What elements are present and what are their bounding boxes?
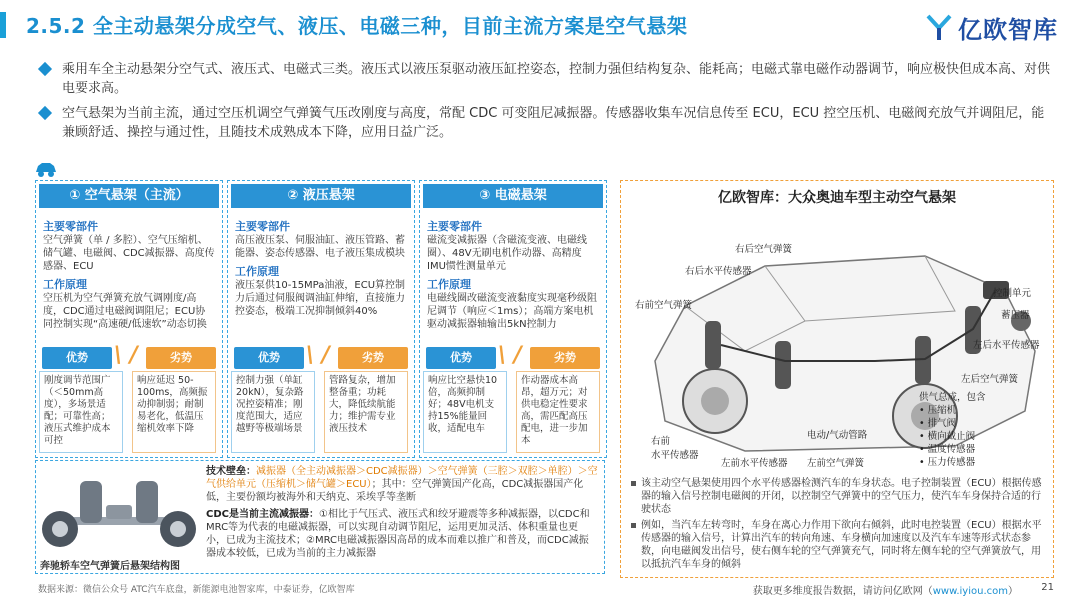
data-source: 数据来源：微信公众号 ATC汽车底盘，新能源电池智家库，中泰证券，亿欧智库	[38, 585, 355, 595]
card-title: ② 液压悬架	[231, 184, 411, 208]
electromagnetic-suspension-card	[419, 180, 607, 458]
label-rr-sensor: 右后水平传感器	[685, 266, 752, 277]
page-number: 21	[1041, 582, 1054, 593]
diamond-bullet-icon	[38, 106, 52, 120]
pros-cons	[36, 343, 221, 455]
bullet-item	[40, 60, 1050, 98]
cons-tag: 劣势	[530, 347, 600, 369]
tech-barrier-ranking: 减振器（全主动减振器＞CDC减振器）＞空气弹簧（三腔＞双腔＞单腔）＞空气供给单元（压缩机＞储气罐＞ECU）	[206, 466, 598, 490]
parts-heading: 主要零部件	[43, 220, 98, 233]
parts-text: 磁流变减振器（含磁流变液、电磁线圈）、48V无刷电机作动器、高精度IMU惯性测量单元	[427, 235, 587, 272]
note-item: 该主动空气悬架使用四个水平传感器检测汽车的车身状态。电子控制装置（ECU）根据传感器的输入信号控制电磁阀的开闭，以控制空气弹簧中的空气压力，使汽车车身保持合适的行驶状态	[629, 477, 1047, 516]
vs-mark-icon: \ /	[306, 343, 330, 368]
diamond-bullet-icon	[38, 62, 52, 76]
diagram-notes	[629, 477, 1047, 574]
supply-title: 供气总成，包含	[919, 392, 986, 403]
footer-more-info	[753, 582, 1018, 597]
note-item: 例如，当汽车左转弯时，车身在离心力作用下欲向右倾斜，此时电控装置（ECU）根据水平传感器的输入信号，计算出汽车的转向角速、车身横向加速度以及汽车车速等形式状态参数，向电磁阀发出信号，使右侧车轮的空气弹簧充气，同时将左侧车轮的空气弹簧放气，用以抵抗汽车车身的倾斜	[629, 519, 1047, 571]
logo-text: 亿欧智库	[958, 15, 1058, 44]
car-icon	[34, 160, 58, 178]
cons-text: 管路复杂，增加整备重；功耗大，降低续航能力；维护需专业液压技术	[324, 371, 408, 453]
pros-cons	[228, 343, 413, 455]
hydraulic-suspension-card	[227, 180, 415, 458]
tech-barrier-tail: ；其中：空气弹簧国产化高，CDC减振器国产化低，主要份额均被海外和天纳克、采埃孚等垄断	[206, 479, 584, 503]
supply-parts	[919, 391, 986, 469]
label-rr-spring: 右后空气弹簧	[735, 244, 793, 255]
label-control-unit: 控制单元	[993, 288, 1032, 299]
principle-heading: 工作原理	[235, 265, 279, 278]
parts-heading: 主要零部件	[427, 220, 482, 233]
pros-tag: 优势	[42, 347, 112, 369]
label-lr-sensor: 左后水平传感器	[973, 340, 1040, 351]
tech-barrier-text	[206, 465, 598, 560]
parts-heading: 主要零部件	[235, 220, 290, 233]
intro-bullets	[40, 60, 1050, 148]
card-title: ③ 电磁悬架	[423, 184, 603, 208]
footer-more-text: 获取更多维度报告数据，请访问亿欧网（	[752, 586, 933, 597]
supply-item-text: 压力传感器	[927, 457, 976, 468]
principle-text: 电磁线圈改磁流变液黏度实现毫秒级阻尼调节（响应＜1ms）；高端方案电机驱动减振器轴输出5kN控制力	[427, 293, 597, 330]
page-title: 2.5.2 全主动悬架分成空气、液压、电磁三种，目前主流方案是空气悬架	[26, 14, 688, 38]
bullet-text: 空气悬架为当前主流，通过空压机调空气弹簧气压改刚度与高度，常配 CDC 可变阻尼减振器。传感器收集车况信息传至 ECU，ECU 控空压机、电磁阀充放气并调阻尼，能兼顾舒适、操控与通过性，且随技术成熟成本下降，应用日益广泛。	[62, 106, 1045, 140]
label-lf-sensor: 左前水平传感器	[721, 458, 788, 469]
title-accent-bar	[0, 12, 6, 38]
supply-item: • 横向截止阀	[919, 431, 976, 442]
principle-text: 液压泵供10-15MPa油液，ECU算控制力后通过伺服阀调油缸伸缩，直接施力控姿态，极端工况抑制倾斜40%	[235, 280, 406, 317]
label-rf-sensor: 右前 水平传感器	[651, 436, 699, 461]
audi-air-suspension-box	[620, 180, 1054, 578]
parts-text: 空气弹簧（单 / 多腔）、空气压缩机、储气罐、电磁阀、CDC减振器、高度传感器、ECU	[43, 235, 215, 272]
supply-item-text: 横向截止阀	[927, 431, 976, 442]
supply-item: • 温度传感器	[919, 444, 976, 455]
supply-item: • 压力传感器	[919, 457, 976, 468]
cdc-label: CDC是当前主流减振器：	[206, 509, 319, 520]
cons-text: 响应延迟 50-100ms，高频振动抑制弱；耐制易老化，低温压缩机效率下降	[132, 371, 216, 453]
vs-mark-icon: \ /	[498, 343, 522, 368]
tech-barrier-box	[35, 460, 605, 574]
label-pipe: 电动/气动管路	[807, 430, 868, 441]
principle-heading: 工作原理	[43, 278, 87, 291]
air-suspension-card	[35, 180, 223, 458]
footer-more-end: ）	[1008, 586, 1018, 597]
supply-item: • 排气阀	[919, 418, 957, 429]
supply-item: • 压缩机	[919, 405, 957, 416]
supply-item-text: 温度传感器	[927, 444, 976, 455]
pros-text: 控制力强（单缸 20kN），复杂路况控姿精准；刚度范围大，适应越野等极端场景	[231, 371, 315, 453]
cons-text: 作动器成本高昂，超万元；对供电稳定性要求高，需匹配高压配电，进一步加本	[516, 371, 600, 453]
tech-barrier-label: 技术壁垒：	[206, 466, 256, 477]
supply-item-text: 排气阀	[927, 418, 957, 429]
diagram-title: 亿欧智库：大众奥迪车型主动空气悬架	[718, 190, 956, 206]
rear-suspension-illustration	[40, 467, 200, 553]
label-lf-spring: 左前空气弹簧	[807, 458, 865, 469]
cdc-text: ①相比于气压式、液压式和绞牙避震等多种减振器，以CDC和MRC等为代表的电磁减振器，可以实现自动调节阻尼，运用更加灵活、体积重量也更小，已成为主流技术；②MRC电磁减振器因高昂的成本而难以推广和普及，而CDC减振器成本较低，已成为当前的主力减振器	[206, 509, 590, 559]
card-title: ① 空气悬架（主流）	[39, 184, 219, 208]
supply-item-text: 压缩机	[927, 405, 957, 416]
logo-mark-icon	[924, 12, 954, 42]
pros-cons	[420, 343, 605, 455]
pros-text: 刚度调节范围广（＜50mm高度），多场景适配；可靠性高；液压式维护成本可控	[39, 371, 123, 453]
pros-text: 响应比空悬快10倍，高频抑制好；48V电机支持15%能量回收，适配电车	[423, 371, 507, 453]
parts-text: 高压液压泵、伺服油缸、液压管路、蓄能器、姿态传感器、电子液压集成模块	[235, 235, 405, 259]
label-tank: 蓄压器	[1001, 310, 1030, 321]
bullet-text: 乘用车全主动悬架分空气式、液压式、电磁式三类。液压式以液压泵驱动液压缸控姿态，控制力强但结构复杂、能耗高；电磁式靠电磁作动器调节，响应极快但成本高、对供电要求高。	[62, 62, 1051, 96]
bullet-item	[40, 104, 1050, 142]
principle-text: 空压机为空气弹簧充放气调刚度/高度，CDC通过电磁阀调阻尼；ECU协同控制实现“高速硬/低速软”动态切换	[43, 293, 207, 330]
vs-mark-icon: \ /	[114, 343, 138, 368]
title-bar	[0, 0, 1080, 48]
illustration-caption: 奔驰轿车空气弹簧后悬架结构图	[40, 561, 180, 572]
brand-logo	[924, 10, 1058, 44]
footer-link[interactable]: www.iyiou.com	[932, 586, 1008, 597]
cons-tag: 劣势	[146, 347, 216, 369]
pros-tag: 优势	[234, 347, 304, 369]
pros-tag: 优势	[426, 347, 496, 369]
principle-heading: 工作原理	[427, 278, 471, 291]
cons-tag: 劣势	[338, 347, 408, 369]
label-rf-spring: 右前空气弹簧	[635, 300, 693, 311]
label-lr-spring: 左后空气弹簧	[961, 374, 1019, 385]
